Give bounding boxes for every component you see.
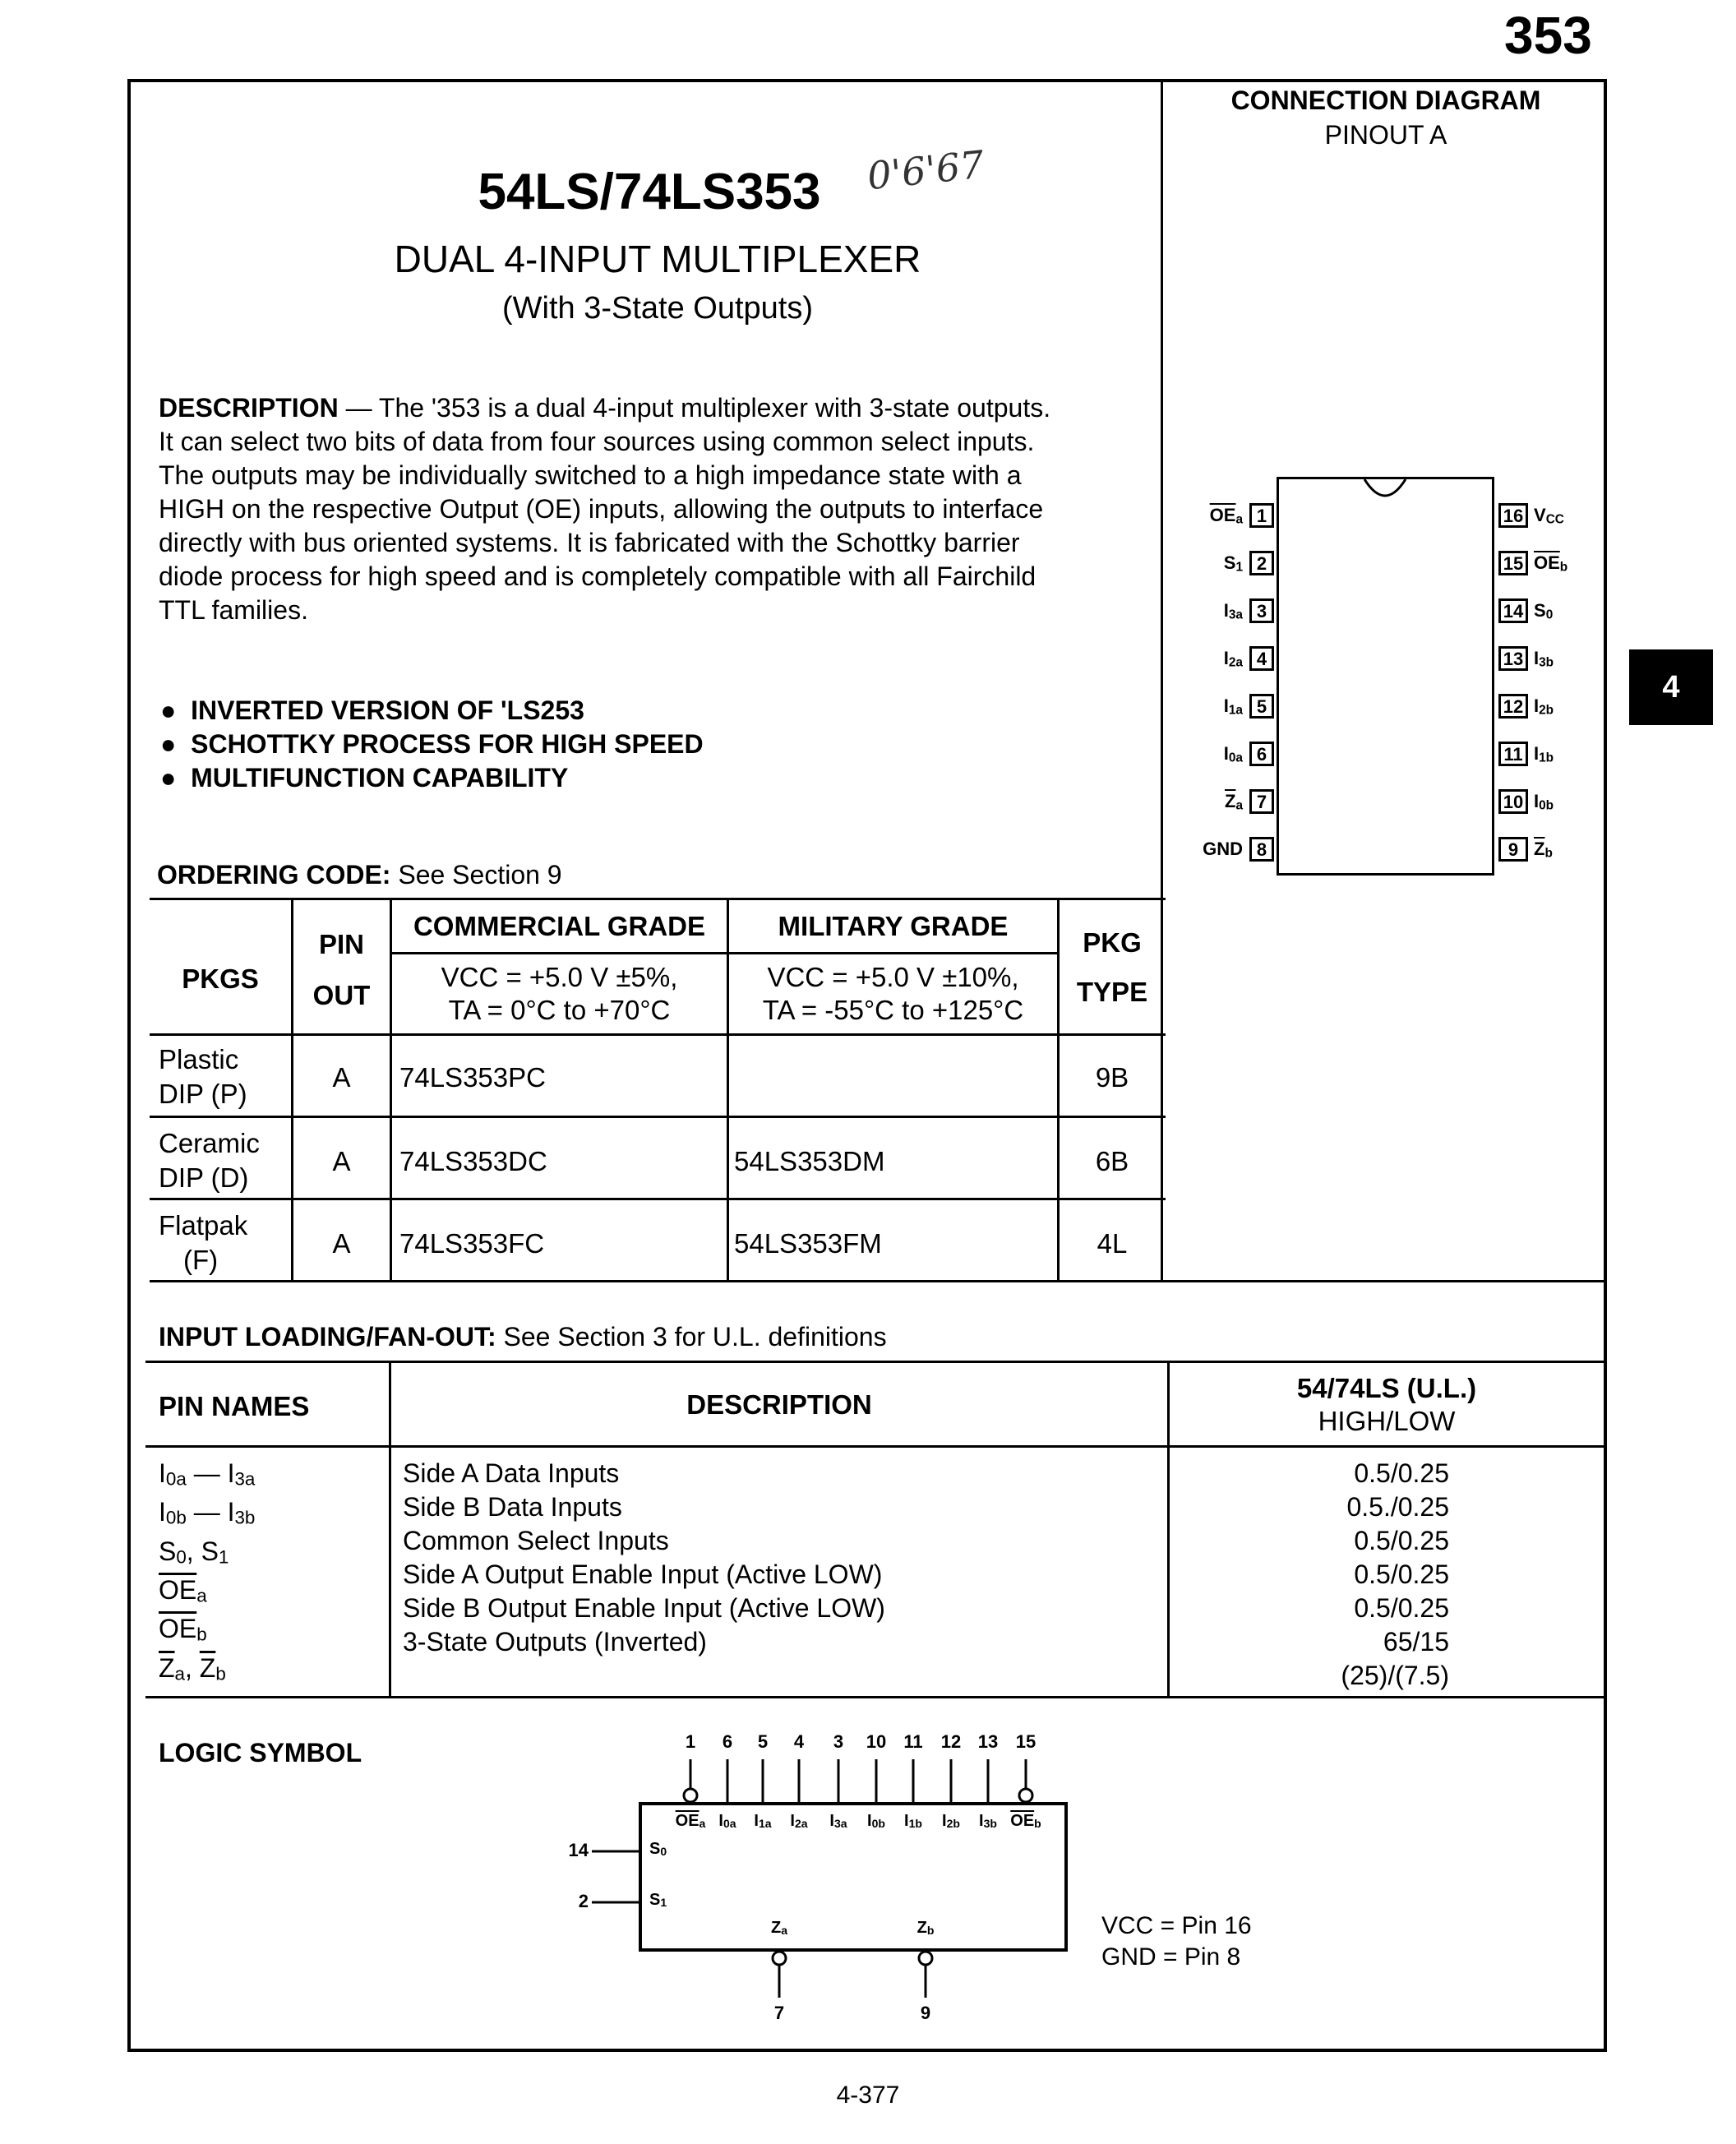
pin-number-2: 2 bbox=[1249, 551, 1274, 575]
pin-number-16: 16 bbox=[1498, 503, 1528, 528]
pin-number-15: 15 bbox=[1498, 551, 1528, 575]
row-pin: A bbox=[332, 1062, 351, 1093]
logic-pin-number: 5 bbox=[757, 1731, 769, 1752]
row-commercial: 74LS353FC bbox=[399, 1228, 545, 1259]
pin-label: $V_{CC}$ bbox=[1534, 505, 1564, 527]
logic-input-label: $\overline{OE}_b$ bbox=[1010, 1812, 1041, 1831]
pin-description: Side B Data Inputs bbox=[403, 1492, 622, 1522]
pin-label: $\overline{Z}_a$ bbox=[1224, 791, 1243, 813]
section-tab: 4 bbox=[1629, 649, 1713, 725]
logic-input-label: $I_{2b}$ bbox=[942, 1812, 960, 1831]
subtitle: DUAL 4-INPUT MULTIPLEXER bbox=[394, 238, 921, 280]
pin-number-7: 7 bbox=[1249, 789, 1274, 814]
header-pkg: PKG bbox=[1083, 927, 1142, 958]
logic-symbol-label: LOGIC SYMBOL bbox=[159, 1738, 362, 1767]
column-divider bbox=[1161, 82, 1163, 1282]
ul-value: 0.5/0.25 bbox=[1354, 1593, 1449, 1623]
part-title: 54LS/74LS353 bbox=[478, 164, 821, 220]
pin-label: GND bbox=[1203, 839, 1243, 859]
pin-number-13: 13 bbox=[1498, 646, 1528, 671]
military-conditions-2: TA = -55°C to +125°C bbox=[762, 995, 1024, 1025]
ordering-table-grade-line bbox=[390, 952, 1057, 954]
row-military: 54LS353DM bbox=[734, 1146, 885, 1176]
logic-output-label: $Z_a$ bbox=[770, 1919, 787, 1938]
pin-label: $I_{0b}$ bbox=[1534, 791, 1554, 813]
pin-name: $I_{0a}$ — $I_{3a}$ bbox=[159, 1458, 256, 1490]
description-line-3: The outputs may be individually switched to a high impedance state with a bbox=[159, 460, 1022, 490]
row-pkg-plastic: Plastic DIP (P) bbox=[159, 1044, 247, 1109]
pin-number-6: 6 bbox=[1249, 742, 1274, 766]
feature-item: ● SCHOTTKY PROCESS FOR HIGH SPEED bbox=[160, 729, 704, 759]
logic-pin-number: 2 bbox=[578, 1891, 589, 1911]
logic-pin-number: 7 bbox=[773, 2003, 785, 2023]
pin-label: $I_{1b}$ bbox=[1534, 743, 1554, 765]
pin-label: $I_{3b}$ bbox=[1534, 648, 1554, 670]
pin-description: 3-State Outputs (Inverted) bbox=[403, 1627, 707, 1657]
pin-number-10: 10 bbox=[1498, 789, 1528, 814]
logic-pin-number: 14 bbox=[568, 1840, 589, 1860]
header-description: DESCRIPTION bbox=[686, 1389, 872, 1420]
pin-description: Side A Output Enable Input (Active LOW) bbox=[403, 1559, 883, 1589]
dip-notch bbox=[1348, 479, 1422, 504]
header-pin: PIN bbox=[318, 929, 364, 959]
pin-number-3: 3 bbox=[1249, 598, 1274, 623]
logic-select-label: $S_1$ bbox=[649, 1891, 667, 1910]
page-footer: 4-377 bbox=[836, 2082, 900, 2109]
inversion-bubble bbox=[773, 1952, 786, 1965]
pin-name: $S_0$, $S_1$ bbox=[159, 1536, 229, 1568]
logic-input-label: $I_{1a}$ bbox=[754, 1812, 772, 1831]
header-out: OUT bbox=[312, 980, 371, 1010]
pin-label: $\overline{Z}_b$ bbox=[1534, 839, 1553, 861]
ordering-col-divider bbox=[727, 898, 729, 1282]
row-commercial: 74LS353PC bbox=[399, 1062, 546, 1093]
row-type: 4L bbox=[1097, 1228, 1128, 1259]
description-line-5: directly with bus oriented systems. It is fabricated with the Schottky barrier bbox=[159, 528, 1020, 557]
row-pkg-flatpak: Flatpak (F) bbox=[159, 1210, 248, 1275]
ordering-col-divider bbox=[390, 898, 392, 1282]
logic-input-label: $I_{3a}$ bbox=[829, 1812, 847, 1831]
inversion-bubble bbox=[684, 1789, 697, 1802]
logic-input-label: $I_{0b}$ bbox=[867, 1812, 885, 1831]
logic-pin-number: 13 bbox=[977, 1731, 999, 1752]
description-label: DESCRIPTION bbox=[159, 393, 339, 423]
pin-label: $I_{0a}$ bbox=[1223, 743, 1243, 765]
description-line-6: diode process for high speed and is completely compatible with all Fairchild bbox=[159, 561, 1037, 591]
pin-number-5: 5 bbox=[1249, 694, 1274, 719]
handwritten-note: 0'6'67 bbox=[865, 141, 986, 199]
ordering-table-bottom bbox=[150, 1280, 1166, 1282]
inversion-bubble bbox=[1019, 1789, 1032, 1802]
logic-pin-number: 12 bbox=[940, 1731, 962, 1752]
gnd-note: GND = Pin 8 bbox=[1101, 1943, 1241, 1971]
pin-label: $I_{1a}$ bbox=[1223, 695, 1243, 718]
ordering-row-divider bbox=[150, 1116, 1166, 1118]
commercial-conditions-2: TA = 0°C to +70°C bbox=[448, 995, 671, 1025]
description-line-1: DESCRIPTION — The '353 is a dual 4-input multiplexer with 3-state outputs. bbox=[159, 393, 1051, 423]
logic-pin-number: 9 bbox=[920, 2003, 931, 2023]
description-line-7: TTL families. bbox=[159, 595, 308, 625]
logic-input-label: $I_{3b}$ bbox=[979, 1812, 997, 1831]
pin-label: $S_0$ bbox=[1534, 600, 1554, 622]
inversion-bubble bbox=[919, 1952, 932, 1965]
header-military: MILITARY GRADE bbox=[778, 911, 1009, 941]
ul-value: 0.5/0.25 bbox=[1354, 1458, 1449, 1488]
loading-pin-names bbox=[159, 1457, 255, 1690]
pin-number-9: 9 bbox=[1498, 837, 1528, 862]
pin-label: $S_1$ bbox=[1223, 552, 1243, 575]
row-pin: A bbox=[332, 1146, 351, 1176]
loading-table-bottom bbox=[145, 1696, 1604, 1698]
ul-value: 65/15 bbox=[1383, 1627, 1449, 1657]
ordering-label: ORDERING CODE: bbox=[157, 860, 391, 889]
logic-input-label: $I_{2a}$ bbox=[790, 1812, 808, 1831]
ul-value: 0.5./0.25 bbox=[1346, 1492, 1449, 1522]
pin-label: $I_{3a}$ bbox=[1223, 600, 1243, 622]
logic-symbol-wires bbox=[534, 1726, 1126, 2039]
pin-description: Side A Data Inputs bbox=[403, 1458, 620, 1488]
description bbox=[159, 391, 1153, 627]
pin-description: Side B Output Enable Input (Active LOW) bbox=[403, 1593, 885, 1623]
description-line-2: It can select two bits of data from four sources using common select inputs. bbox=[159, 427, 1035, 456]
loading-heading bbox=[159, 1322, 887, 1352]
subtitle-2: (With 3-State Outputs) bbox=[501, 291, 813, 326]
commercial-conditions-1: VCC = +5.0 V ±5%, bbox=[441, 962, 678, 992]
logic-input-label: $I_{0a}$ bbox=[718, 1812, 736, 1831]
pin-number-8: 8 bbox=[1249, 837, 1274, 862]
pin-description: Common Select Inputs bbox=[403, 1526, 669, 1555]
pin-label: $I_{2b}$ bbox=[1534, 695, 1554, 718]
row-type: 9B bbox=[1095, 1062, 1129, 1093]
loading-descriptions bbox=[403, 1457, 885, 1659]
header-type: TYPE bbox=[1076, 977, 1148, 1007]
pin-name: $\overline{OE}_b$ bbox=[159, 1614, 207, 1645]
pin-label: $\overline{OE}_b$ bbox=[1534, 552, 1568, 575]
header-pin-names: PIN NAMES bbox=[159, 1391, 310, 1421]
loading-label: INPUT LOADING/FAN-OUT: bbox=[159, 1322, 496, 1352]
logic-pin-number: 1 bbox=[685, 1731, 696, 1752]
logic-pin-number: 4 bbox=[793, 1731, 805, 1752]
ul-value: (25)/(7.5) bbox=[1341, 1661, 1449, 1690]
dip-package bbox=[1277, 477, 1494, 876]
logic-input-label: $\overline{OE}_a$ bbox=[675, 1812, 706, 1831]
row-type: 6B bbox=[1095, 1146, 1129, 1176]
pin-number-12: 12 bbox=[1498, 694, 1528, 719]
pin-label: $I_{2a}$ bbox=[1223, 648, 1243, 670]
header-high-low: HIGH/LOW bbox=[1318, 1406, 1456, 1436]
loading-table-header-bottom bbox=[145, 1445, 1604, 1448]
pin-name: $\overline{OE}_a$ bbox=[159, 1575, 207, 1606]
logic-pin-number: 6 bbox=[722, 1731, 733, 1752]
loading-table-top bbox=[145, 1361, 1604, 1363]
features-list bbox=[160, 694, 704, 795]
pin-name: $I_{0b}$ — $I_{3b}$ bbox=[159, 1497, 256, 1528]
section-divider bbox=[1166, 1280, 1604, 1282]
ul-value: 0.5/0.25 bbox=[1354, 1559, 1449, 1589]
military-conditions-1: VCC = +5.0 V ±10%, bbox=[767, 962, 1019, 992]
header-ul: 54/74LS (U.L.) bbox=[1296, 1373, 1477, 1403]
ordering-table-top bbox=[150, 898, 1166, 900]
page-number: 353 bbox=[1504, 6, 1592, 65]
header-commercial: COMMERCIAL GRADE bbox=[413, 911, 706, 941]
description-line-4: HIGH on the respective Output (OE) inputs, allowing the outputs to interface bbox=[159, 494, 1044, 524]
connection-diagram-subtitle: PINOUT A bbox=[1324, 120, 1447, 150]
row-military: 54LS353FM bbox=[734, 1228, 882, 1259]
pin-number-4: 4 bbox=[1249, 646, 1274, 671]
pin-name: $\overline{Z}_a$, $\overline{Z}_b$ bbox=[159, 1652, 226, 1684]
ordering-heading bbox=[157, 860, 562, 890]
feature-item: ● INVERTED VERSION OF 'LS253 bbox=[160, 695, 584, 725]
connection-diagram-title: CONNECTION DIAGRAM bbox=[1230, 85, 1541, 115]
loading-ref: See Section 3 for U.L. definitions bbox=[496, 1322, 887, 1352]
logic-pin-number: 10 bbox=[866, 1731, 887, 1752]
row-pkg-ceramic: Ceramic DIP (D) bbox=[159, 1128, 260, 1193]
logic-input-label: $I_{1b}$ bbox=[904, 1812, 922, 1831]
ordering-table-header-bottom bbox=[150, 1033, 1166, 1036]
logic-pin-number: 3 bbox=[833, 1731, 844, 1752]
ordering-row-divider bbox=[150, 1198, 1166, 1200]
ordering-ref: See Section 9 bbox=[390, 860, 562, 889]
vcc-note: VCC = Pin 16 bbox=[1101, 1912, 1252, 1939]
pin-number-11: 11 bbox=[1498, 742, 1528, 766]
logic-output-label: $Z_b$ bbox=[916, 1919, 935, 1938]
loading-values bbox=[1170, 1457, 1449, 1693]
header-pkgs: PKGS bbox=[182, 963, 259, 994]
feature-item: ● MULTIFUNCTION CAPABILITY bbox=[160, 763, 569, 792]
pin-number-14: 14 bbox=[1498, 598, 1528, 623]
pin-number-1: 1 bbox=[1249, 503, 1274, 528]
row-pin: A bbox=[332, 1228, 351, 1259]
ul-value: 0.5/0.25 bbox=[1354, 1526, 1449, 1555]
pin-label: $\overline{OE}_a$ bbox=[1209, 505, 1243, 527]
row-commercial: 74LS353DC bbox=[399, 1146, 547, 1176]
logic-pin-number: 15 bbox=[1015, 1731, 1037, 1752]
logic-pin-number: 11 bbox=[903, 1731, 923, 1752]
logic-select-label: $S_0$ bbox=[649, 1840, 667, 1859]
